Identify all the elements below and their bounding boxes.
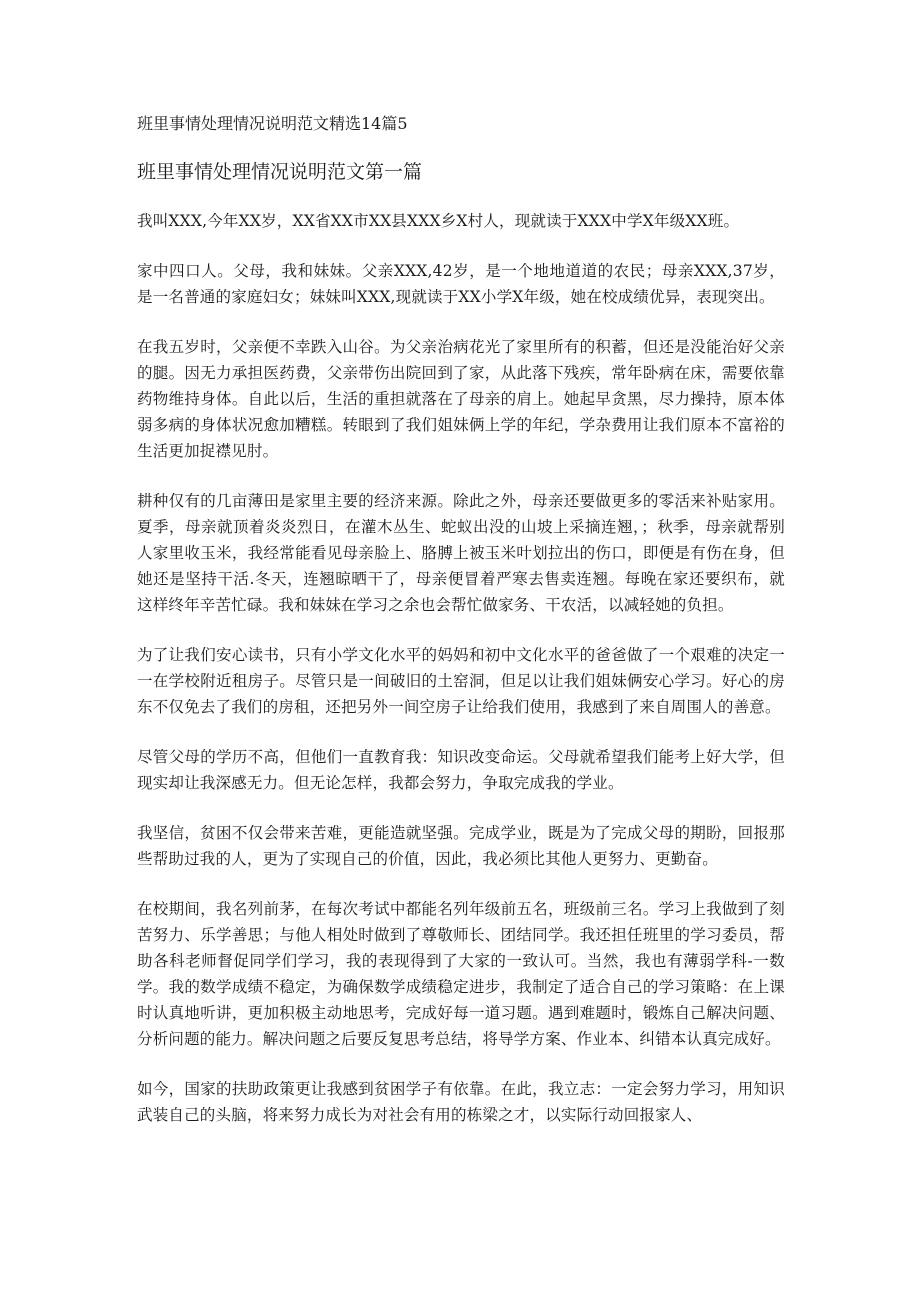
paragraph-4: 耕种仅有的几亩薄田是家里主要的经济来源。除此之外，母亲还要做更多的零活来补贴家用。夏季，母亲就顶着炎炎烈日，在灌木丛生、蛇蚁出没的山坡上采摘连翘，；秋季，母亲就帮别人家里收玉米，我经常能看见母亲脸上、胳膊上被玉米叶划拉出的伤口，即便是有伤在身，但她还是坚持干活.冬天，连翘晾晒干了，母亲便冒着严寒去售卖连翘。每晚在家还要织布，就这样终年辛苦忙碌。我和妹妹在学习之余也会帮忙做家务、干农活，以减轻她的负担。 — [137, 492, 785, 614]
document-page — [137, 112, 785, 1152]
paragraph-2: 家中四口人。父母，我和妹妹。父亲XXX,42岁，是一个地地道道的农民；母亲XXX,37岁，是一名普通的家庭妇女；妹妹叫XXX,现就读于XX小学X年级，她在校成绩优异，表现突出。 — [137, 262, 785, 306]
paragraph-1: 我叫XXX,今年XX岁，XX省XX市XX县XXX乡X村人，现就读于XXX中学X年级XX班。 — [137, 212, 740, 230]
paragraph-8: 在校期间，我名列前茅，在每次考试中都能名列年级前五名，班级前三名。学习上我做到了刻苦努力、乐学善思；与他人相处时做到了尊敬师长、团结同学。我还担任班里的学习委员，帮助各科老师督促同学们学习，我的表现得到了大家的一致认可。当然，我也有薄弱学科-一数学。我的数学成绩不稳定，为确保数学成绩稳定进步，我制定了适合自己的学习策略：在上课时认真地听讲，更加积极主动地思考，完成好每一道习题。遇到难题时，锻炼自己解决问题、分析问题的能力。解决问题之后要反复思考总结，将导学方案、作业本、纠错本认真完成好。 — [137, 900, 785, 1048]
paragraph-6: 尽管父母的学历不高，但他们一直教育我：知识改变命运。父母就希望我们能考上好大学，但现实却让我深感无力。但无论怎样，我都会努力，争取完成我的学业。 — [137, 748, 785, 792]
document-title: 班里事情处理情况说明范文精选14篇5 — [137, 114, 408, 133]
paragraph-5: 为了让我们安心读书，只有小学文化水平的妈妈和初中文化水平的爸爸做了一个艰难的决定一一在学校附近租房子。尽管只是一间破旧的土窑洞，但足以让我们姐妹俩安心学习。好心的房东不仅免去了我们的房租，还把另外一间空房子让给我们使用，我感到了来自周围人的善意。 — [137, 646, 785, 716]
paragraph-3: 在我五岁时，父亲便不幸跌入山谷。为父亲治病花光了家里所有的积蓄，但还是没能治好父亲的腿。因无力承担医药费，父亲带伤出院回到了家，从此落下残疾，常年卧病在床，需要依靠药物维持身体。自此以后，生活的重担就落在了母亲的肩上。她起早贪黑，尽力操持，原本体弱多病的身体状况愈加糟糕。转眼到了我们姐妹俩上学的年纪，学杂费用让我们原本不富裕的生活更加捉襟见肘。 — [137, 338, 785, 460]
paragraph-9: 如今，国家的扶助政策更让我感到贫困学子有依靠。在此，我立志：一定会努力学习，用知识武装自己的头脑，将来努力成长为对社会有用的栋梁之才，以实际行动回报家人、 — [137, 1080, 785, 1124]
paragraph-7: 我坚信，贫困不仅会带来苦难，更能造就坚强。完成学业，既是为了完成父母的期盼，回报那些帮助过我的人，更为了实现自己的价值，因此，我必须比其他人更努力、更勤奋。 — [137, 824, 785, 868]
section-heading: 班里事情处理情况说明范文第一篇 — [137, 161, 423, 183]
